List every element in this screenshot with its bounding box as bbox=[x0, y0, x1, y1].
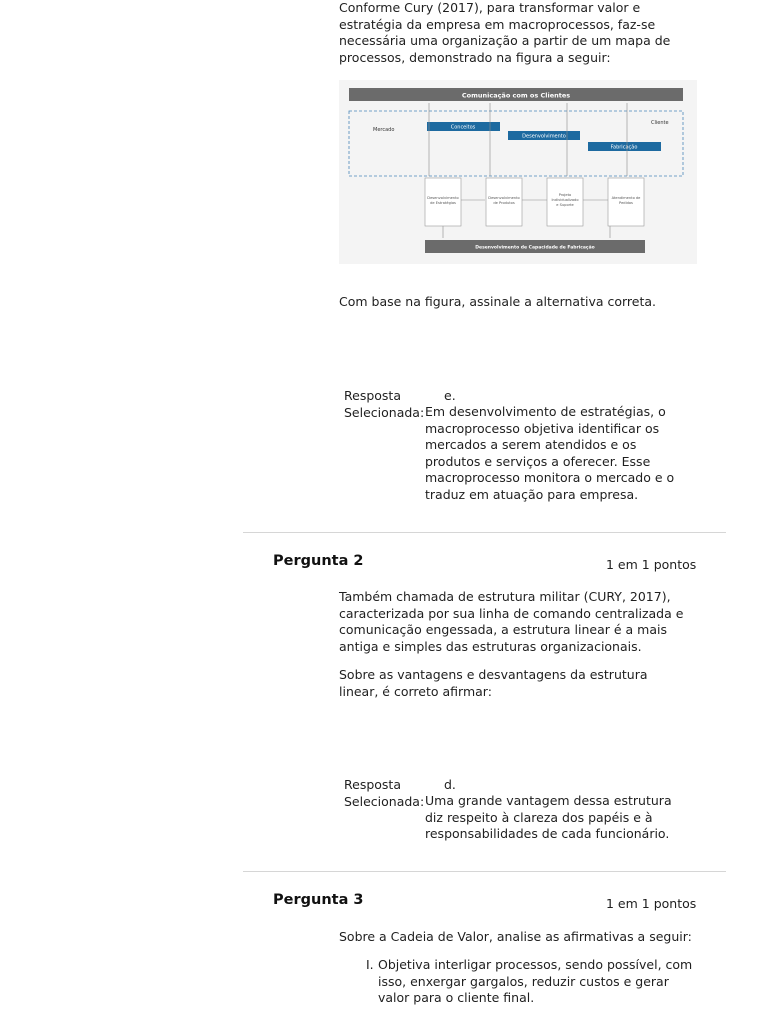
question-divider bbox=[243, 532, 726, 533]
svg-text:e Suporte: e Suporte bbox=[556, 203, 574, 207]
q2-response-label: Resposta Selecionada: bbox=[344, 777, 425, 809]
q2-response-letter: d. bbox=[444, 777, 456, 792]
svg-text:Atendimento de: Atendimento de bbox=[611, 196, 641, 200]
q2-para1: Também chamada de estrutura militar (CURY, 2017), caracterizada por sua linha de comando centralizada e comunicação engessada, a estrutura linear é a mais antiga e simples das estruturas organizacionais. bbox=[339, 589, 684, 654]
q3-item1-marker: I. bbox=[366, 957, 374, 972]
box-projeto bbox=[547, 178, 583, 226]
top-bar-label: Comunicação com os Clientes bbox=[461, 91, 571, 100]
q3-title: Pergunta 3 bbox=[273, 892, 364, 908]
process-map-figure bbox=[339, 80, 697, 264]
q2-title: Pergunta 2 bbox=[273, 553, 364, 569]
q1-response-label: Resposta Selecionada: bbox=[344, 388, 425, 420]
svg-text:Projeto: Projeto bbox=[558, 193, 572, 197]
svg-text:Desenvolvimento: Desenvolvimento bbox=[488, 196, 520, 200]
q2-response-text: Uma grande vantagem dessa estrutura diz respeito à clareza dos papéis e à responsabilidades de cada funcionário. bbox=[425, 793, 672, 841]
question-divider bbox=[243, 871, 726, 872]
market-label: Mercado bbox=[373, 127, 395, 133]
svg-text:Individualizado: Individualizado bbox=[551, 198, 579, 202]
svg-text:Pedidos: Pedidos bbox=[619, 201, 633, 205]
q3-para1: Sobre a Cadeia de Valor, analise as afirmativas a seguir: bbox=[339, 929, 692, 944]
q3-points: 1 em 1 pontos bbox=[606, 896, 697, 911]
q3-item1-text: Objetiva interligar processos, sendo possível, com isso, enxergar gargalos, reduzir custos e gerar valor para o cliente final. bbox=[378, 957, 693, 1005]
client-label: Cliente bbox=[651, 120, 669, 126]
q1-response-text: Em desenvolvimento de estratégias, o macroprocesso objetiva identificar os mercados a serem atendidos e os produtos e serviços a oferecer. Esse macroprocesso monitora o mercado e o traduz em atuação para empresa. bbox=[425, 404, 675, 502]
process-map-diagram bbox=[339, 80, 697, 264]
svg-text:de Estratégias: de Estratégias bbox=[430, 201, 456, 205]
q2-points: 1 em 1 pontos bbox=[606, 557, 697, 572]
q1-response-letter: e. bbox=[444, 388, 456, 403]
svg-text:Desenvolvimento: Desenvolvimento bbox=[427, 196, 459, 200]
svg-text:de Produtos: de Produtos bbox=[493, 201, 515, 205]
bottom-bar-label: Desenvolvimento de Capacidade de Fabricação bbox=[475, 245, 595, 251]
q1-intro-text: Conforme Cury (2017), para transformar valor e estratégia da empresa em macroprocessos, faz-se necessária uma organização a partir de um mapa de processos, demonstrado na figura a seguir: bbox=[339, 0, 671, 65]
svg-text:Fabricação: Fabricação bbox=[610, 144, 638, 151]
svg-text:Desenvolvimento: Desenvolvimento bbox=[522, 133, 566, 140]
q1-prompt: Com base na figura, assinale a alternativa correta. bbox=[339, 294, 656, 309]
svg-text:Conceitos: Conceitos bbox=[450, 124, 476, 131]
q2-para2: Sobre as vantagens e desvantagens da estrutura linear, é correto afirmar: bbox=[339, 667, 648, 699]
